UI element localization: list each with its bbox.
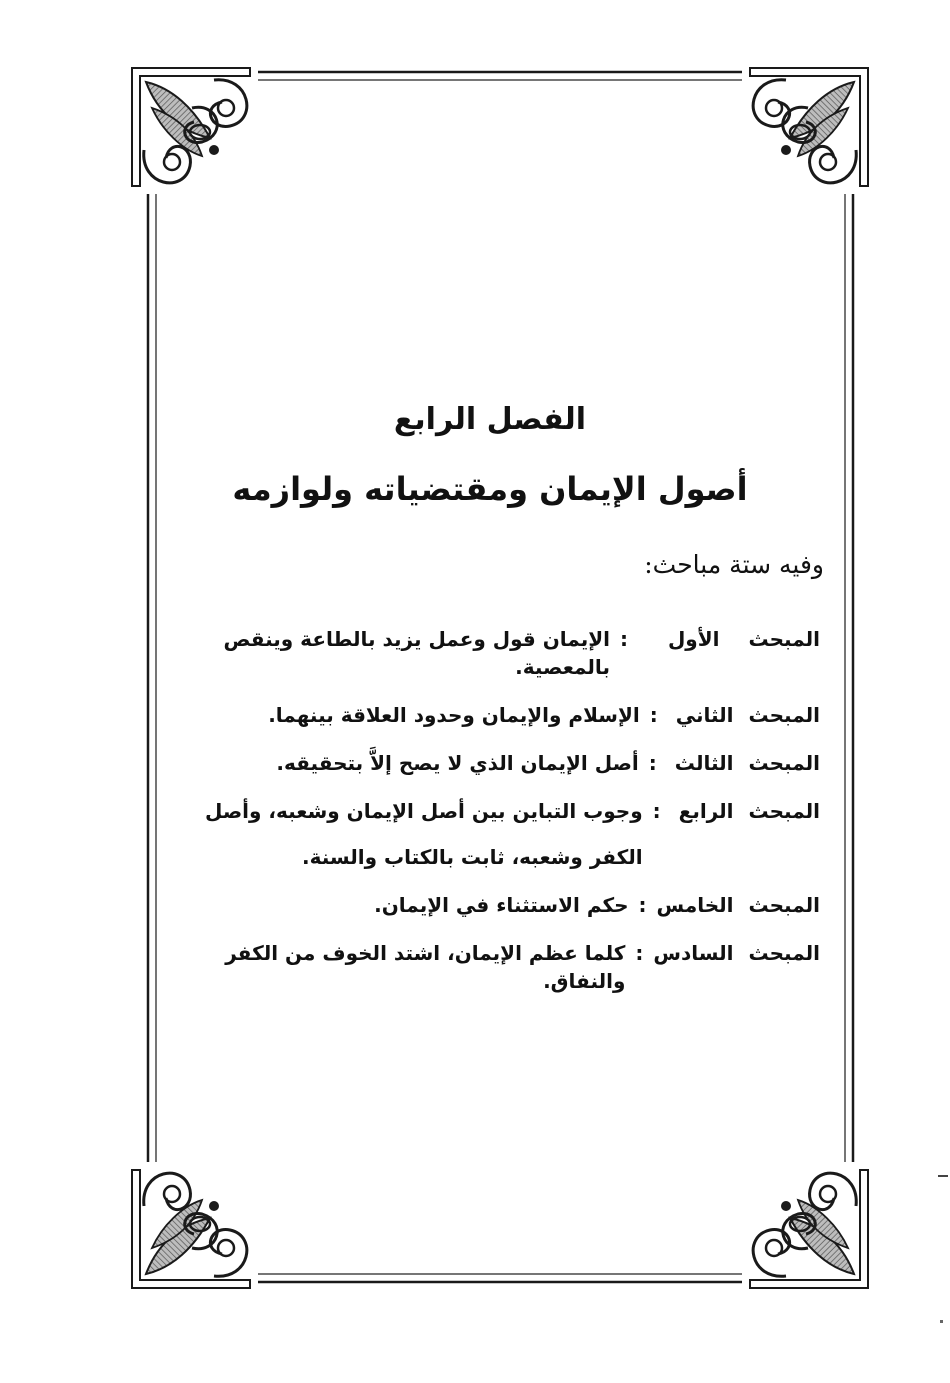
section-label: المبحث الثاني — [675, 703, 820, 728]
section-label: المبحث الخامس — [656, 893, 820, 918]
section-label: المبحث السادس — [653, 941, 820, 966]
sections-list — [160, 625, 820, 995]
sections-intro: وفيه ستة مباحث: — [644, 549, 824, 579]
section-title: كلما عظم الإيمان، اشتد الخوف من الكفر والنفاق. — [225, 941, 626, 994]
section-item — [160, 797, 820, 871]
section-item — [160, 749, 820, 777]
section-separator: : — [648, 751, 657, 776]
section-title: الإيمان قول وعمل يزيد بالطاعة وينقص بالمعصية. — [223, 627, 610, 680]
section-separator: : — [638, 893, 647, 918]
section-label: المبحث الأول — [667, 627, 820, 652]
chapter-subtitle: أصول الإيمان ومقتضياته ولوازمه — [232, 470, 748, 508]
section-separator: : — [635, 941, 644, 966]
corner-ornament-bottom-right — [742, 1162, 868, 1288]
section-separator: : — [619, 627, 628, 652]
section-item — [160, 625, 820, 681]
page-content — [160, 380, 824, 1015]
section-title-continued: الكفر وشعبه، ثابت بالكتاب والسنة. — [302, 845, 643, 870]
section-separator: : — [652, 799, 661, 824]
margin-speck — [940, 1320, 943, 1323]
section-title: الإسلام والإيمان وحدود العلاقة بينهما. — [268, 703, 640, 728]
corner-ornament-bottom-left — [132, 1162, 258, 1288]
section-separator: : — [649, 703, 658, 728]
corner-ornament-top-right — [742, 68, 868, 194]
chapter-title: الفصل الرابع — [393, 402, 587, 437]
section-label: المبحث الرابع — [678, 799, 820, 824]
section-title: حكم الاستثناء في الإيمان. — [374, 893, 629, 918]
margin-mark — [938, 1175, 948, 1177]
section-label: المبحث الثالث — [674, 751, 820, 776]
section-item — [160, 939, 820, 995]
section-item — [160, 701, 820, 729]
section-item — [160, 891, 820, 919]
corner-ornament-top-left — [132, 68, 258, 194]
section-title: وجوب التباين بين أصل الإيمان وشعبه، وأصل الكفر وشعبه، ثابت بالكتاب والسنة. — [160, 797, 643, 871]
section-title: أصل الإيمان الذي لا يصح إلاَّ بتحقيقه. — [276, 751, 639, 776]
